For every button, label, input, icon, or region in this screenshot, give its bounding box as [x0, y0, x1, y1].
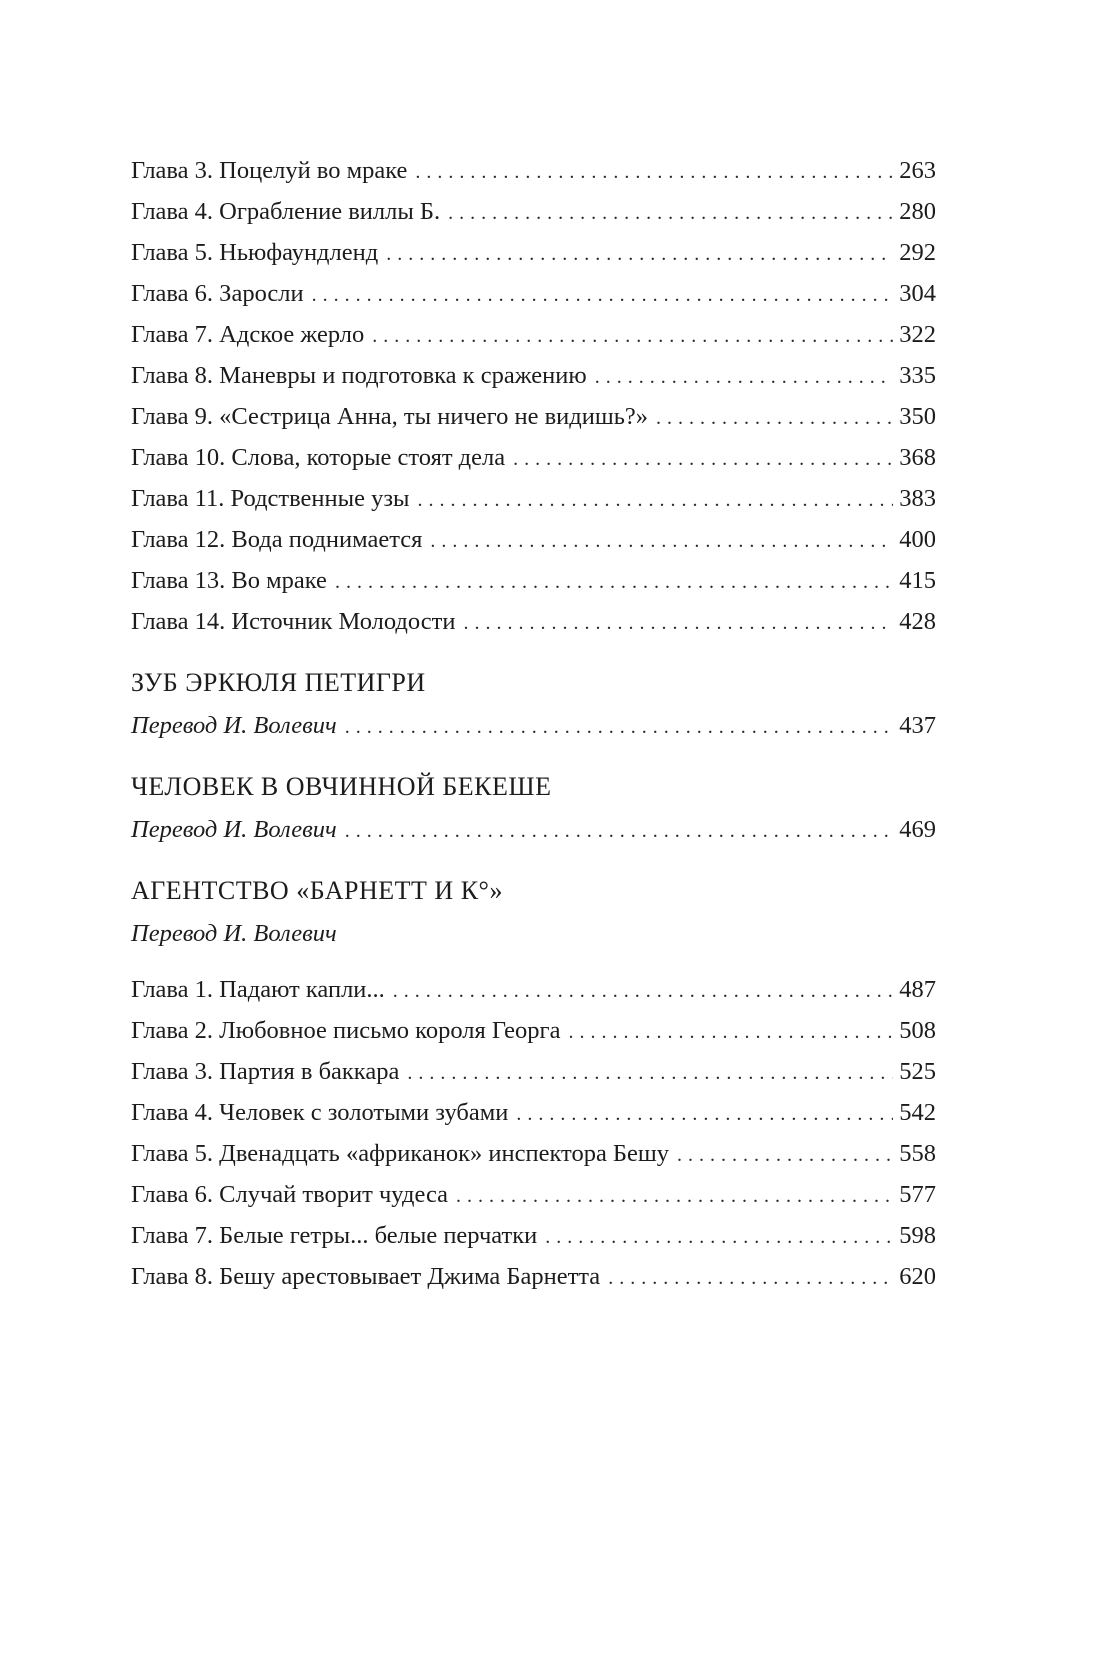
dot-leader — [335, 562, 893, 603]
toc-entry — [131, 1051, 936, 1092]
toc-entry — [131, 601, 936, 642]
dot-leader — [407, 1053, 893, 1094]
dot-leader — [312, 275, 894, 316]
toc-entry-title: Глава 8. Маневры и подготовка к сражению — [131, 362, 587, 389]
chapter-list-first — [131, 150, 936, 642]
toc-entry-title: Глава 6. Случай творит чудеса — [131, 1181, 448, 1208]
toc-entry-page: 598 — [899, 1222, 936, 1249]
section-tooth — [131, 661, 936, 746]
toc-entry-page: 415 — [899, 567, 936, 594]
toc-entry-page: 620 — [899, 1263, 936, 1290]
toc-entry — [131, 809, 936, 850]
dot-leader — [545, 1217, 893, 1258]
toc-entry-page: 428 — [899, 608, 936, 635]
section-title: АГЕНТСТВО «БАРНЕТТ И К°» — [131, 876, 503, 905]
toc-entry-page: 508 — [899, 1017, 936, 1044]
toc-entry — [131, 437, 936, 478]
toc-entry — [131, 314, 936, 355]
toc-entry — [131, 273, 936, 314]
toc-entry — [131, 191, 936, 232]
dot-leader — [448, 193, 893, 234]
section-title: ЗУБ ЭРКЮЛЯ ПЕТИГРИ — [131, 668, 426, 697]
toc-entry-page: 577 — [899, 1181, 936, 1208]
toc-entry-page: 350 — [899, 403, 936, 430]
dot-leader — [345, 811, 894, 852]
toc-entry-title: Глава 13. Во мраке — [131, 567, 327, 594]
toc-entry-title: Глава 14. Источник Молодости — [131, 608, 456, 635]
toc-entry-page: 400 — [899, 526, 936, 553]
toc-entry-title: Глава 4. Ограбление виллы Б. — [131, 198, 441, 225]
toc-entry-page: 469 — [899, 816, 936, 843]
toc-entry — [131, 1133, 936, 1174]
translator-credit: Перевод И. Волевич — [131, 816, 337, 843]
toc-entry-title: Глава 8. Бешу арестовывает Джима Барнетта — [131, 1263, 601, 1290]
toc-entry-page: 292 — [899, 239, 936, 266]
toc-entry — [131, 1174, 936, 1215]
dot-leader — [608, 1258, 893, 1299]
toc-entry — [131, 1215, 936, 1256]
dot-leader — [463, 603, 893, 644]
toc-entry-page: 487 — [899, 976, 936, 1003]
translator-credit: Перевод И. Волевич — [131, 920, 337, 947]
toc-entry — [131, 232, 936, 273]
toc-entry-title: Глава 7. Белые гетры... белые перчатки — [131, 1222, 538, 1249]
dot-leader — [595, 357, 894, 398]
toc-entry-page: 322 — [899, 321, 936, 348]
toc-entry — [131, 560, 936, 601]
toc-entry-title: Глава 9. «Сестрица Анна, ты ничего не видишь?» — [131, 403, 648, 430]
dot-leader — [656, 398, 893, 439]
dot-leader — [513, 439, 893, 480]
dot-leader — [456, 1176, 893, 1217]
toc-entry-page: 280 — [899, 198, 936, 225]
table-of-contents — [131, 150, 936, 1297]
toc-entry-title: Глава 6. Заросли — [131, 280, 304, 307]
toc-entry — [131, 478, 936, 519]
dot-leader — [393, 971, 893, 1012]
translator-credit: Перевод И. Волевич — [131, 712, 337, 739]
toc-entry — [131, 150, 936, 191]
toc-entry-page: 368 — [899, 444, 936, 471]
toc-entry-title: Глава 12. Вода поднимается — [131, 526, 423, 553]
dot-leader — [417, 480, 893, 521]
toc-entry-title: Глава 3. Поцелуй во мраке — [131, 157, 408, 184]
toc-entry-page: 335 — [899, 362, 936, 389]
toc-entry-title: Глава 5. Ньюфаундленд — [131, 239, 379, 266]
toc-entry-page: 558 — [899, 1140, 936, 1167]
toc-entry-title: Глава 5. Двенадцать «африканок» инспектора Бешу — [131, 1140, 669, 1167]
toc-entry-page: 383 — [899, 485, 936, 512]
toc-entry-page: 263 — [899, 157, 936, 184]
section-man — [131, 765, 936, 850]
toc-entry-page: 437 — [899, 712, 936, 739]
toc-entry-title: Глава 2. Любовное письмо короля Георга — [131, 1017, 561, 1044]
toc-entry-title: Глава 3. Партия в баккара — [131, 1058, 400, 1085]
toc-entry — [131, 705, 936, 746]
toc-entry — [131, 1010, 936, 1051]
toc-entry-page: 525 — [899, 1058, 936, 1085]
toc-entry — [131, 355, 936, 396]
chapter-list-agency — [131, 969, 936, 1297]
dot-leader — [677, 1135, 893, 1176]
toc-entry — [131, 1256, 936, 1297]
toc-entry-title: Глава 7. Адское жерло — [131, 321, 365, 348]
dot-leader — [516, 1094, 893, 1135]
dot-leader — [415, 152, 893, 193]
toc-entry — [131, 969, 936, 1010]
toc-entry-title: Глава 1. Падают капли... — [131, 976, 385, 1003]
toc-entry — [131, 519, 936, 560]
dot-leader — [345, 707, 894, 748]
toc-entry — [131, 1092, 936, 1133]
section-agency — [131, 869, 936, 1297]
toc-entry-page: 304 — [899, 280, 936, 307]
toc-entry-title: Глава 11. Родственные узы — [131, 485, 410, 512]
dot-leader — [568, 1012, 893, 1053]
dot-leader — [372, 316, 893, 357]
dot-leader — [430, 521, 893, 562]
toc-entry — [131, 396, 936, 437]
toc-entry-title: Глава 4. Человек с золотыми зубами — [131, 1099, 509, 1126]
dot-leader — [386, 234, 893, 275]
section-title: ЧЕЛОВЕК В ОВЧИННОЙ БЕКЕШЕ — [131, 772, 552, 801]
toc-entry-title: Глава 10. Слова, которые стоят дела — [131, 444, 506, 471]
toc-entry-page: 542 — [899, 1099, 936, 1126]
